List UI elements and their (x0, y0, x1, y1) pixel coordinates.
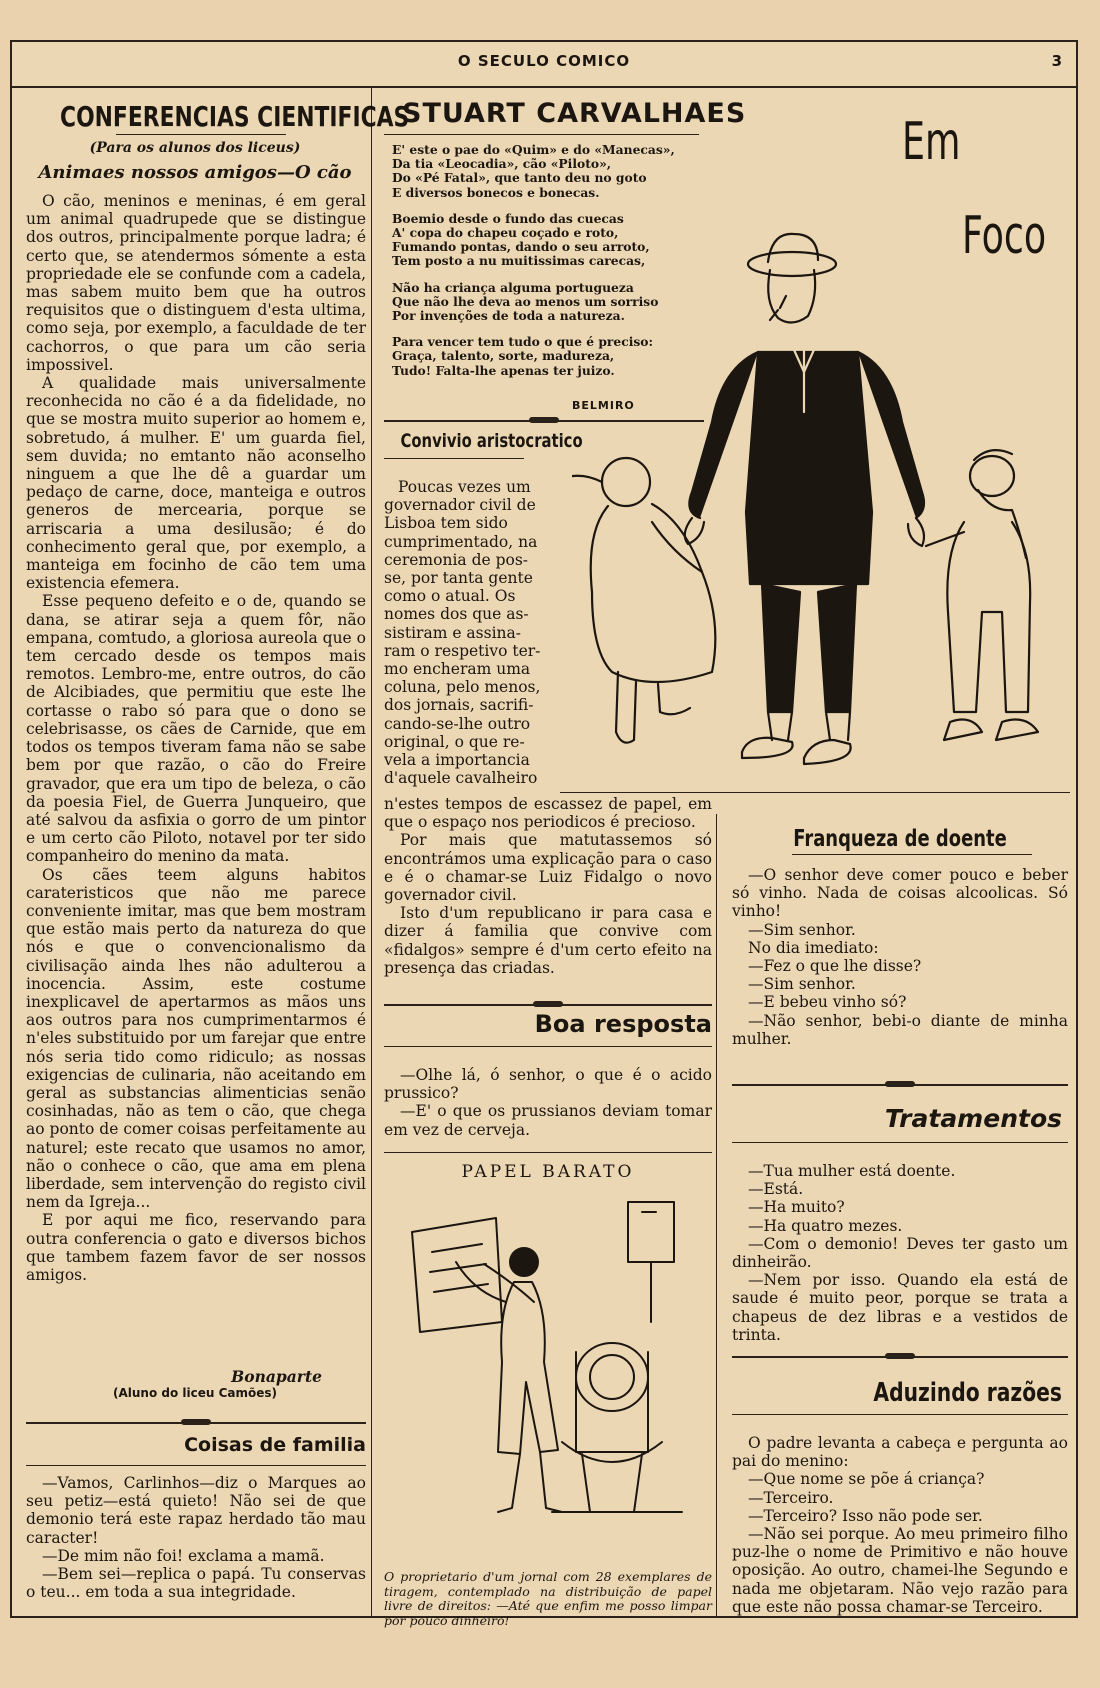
tratamentos-paragraph: —Com o demonio! Deves ter gasto um dinheirão. (732, 1234, 1068, 1272)
convivio-line: se, por tanta gente (384, 569, 533, 588)
convivio-line: Lisboa tem sido (384, 514, 508, 533)
stuart-title: STUART CARVALHAES (402, 98, 747, 129)
caricature-illustration (572, 192, 1080, 810)
franqueza-paragraph: —Não senhor, bebi-o diante de minha mulher. (732, 1011, 1068, 1048)
boa-resposta-body (384, 1066, 712, 1139)
tratamentos-paragraph: —Ha quatro mezes. (748, 1216, 903, 1235)
convivio-line: dos jornais, sacrifi- (384, 696, 534, 715)
conferencias-title-wrap (22, 100, 410, 133)
franqueza-paragraph: —O senhor deve comer pouco e beber só vinho. Nada de coisas alcoolicas. Só vinho! (732, 866, 1068, 921)
column-rule-1 (371, 86, 372, 1618)
poem-line: Fumando pontas, dando o seu arroto, (392, 239, 650, 255)
poem-line: Tem posto a nu muitissimas carecas, (392, 253, 646, 269)
header-rule (12, 86, 1076, 88)
coisas-rule (26, 1465, 366, 1466)
em-foco-word-2: Foco (962, 206, 1047, 266)
aduzindo-paragraph: —Terceiro. (748, 1488, 834, 1507)
ornament-rule (732, 1082, 1068, 1088)
aduzindo-rule (732, 1414, 1068, 1415)
conferencias-signature: Bonaparte (231, 1367, 322, 1386)
coisas-paragraph: —Vamos, Carlinhos—diz o Marques ao seu petiz—está quieto! Não sei de que demonio terá este rapaz herdado tão mau caracter! (26, 1474, 366, 1547)
convivio-line: sistiram e assina- (384, 623, 521, 642)
aduzindo-paragraph: —Não sei porque. Ao meu primeiro filho puz-lhe o nome de Primitivo e não houve oposição. Ao outro, chamei-lhe Segundo e nada me objetaram. Não vejo razão para que este não possa chamar-se Terceiro. (732, 1525, 1068, 1616)
conferencias-title: CONFERENCIAS CIENTIFICAS (60, 100, 410, 133)
franqueza-paragraph: —Sim senhor. (748, 975, 856, 994)
convivio-line: ceremonia de pos- (384, 550, 529, 569)
ornament-rule (732, 1354, 1068, 1360)
convivio-line: vela a importancia (384, 751, 530, 770)
convivio-line: coluna, pelo menos, (384, 678, 541, 697)
conferencias-subtitle: (Para os alunos dos liceus) (89, 140, 301, 156)
aduzindo-title: Aduzindo razões (873, 1378, 1062, 1408)
newspaper-page (10, 40, 1078, 1628)
coisas-body (26, 1474, 366, 1601)
poem-line: Tudo! Falta-lhe apenas ter juizo. (392, 362, 615, 378)
conferencias-heading: Animaes nossos amigos—O cão (38, 162, 352, 183)
poem-line: E' este o pae do «Quim» e do «Manecas», (392, 142, 675, 157)
tratamentos-paragraph: —Está. (748, 1180, 804, 1199)
convivio-line: mo encheram uma (384, 660, 531, 679)
convivio-line: ram o respetivo ter- (384, 641, 541, 660)
poem-line: Graça, talento, sorte, madureza, (392, 348, 615, 364)
franqueza-body (732, 866, 1068, 1048)
tratamentos-body (732, 1162, 1068, 1344)
em-foco-word-1: Em (902, 112, 961, 172)
convivio-line: d'aquele cavalheiro (384, 769, 538, 788)
conferencias-rule (116, 134, 286, 135)
page-number: 3 (1051, 52, 1062, 70)
tratamentos-title: Tratamentos (884, 1104, 1062, 1133)
poem-line: Do «Pé Fatal», que tanto deu no goto (392, 170, 647, 186)
convivio-paragraph: Por mais que matutassemos só encontrámos uma explicação para o caso e é o chamar-se Luiz Fidalgo o novo governador civil. (384, 831, 712, 905)
poem-line: Da tia «Leocadia», cão «Piloto», (392, 156, 612, 172)
papel-barato-caption-quote: —Até que enfim me posso limpar por pouco dinheiro! (384, 1598, 712, 1628)
boa-resposta-title: Boa resposta (534, 1010, 712, 1038)
franqueza-paragraph: No dia imediato: (748, 938, 879, 957)
convivio-paragraph: Isto d'um republicano ir para casa e dizer á familia que convive com «fidalgos» sempre é d'um certo efeito na presença das criadas. (384, 904, 712, 977)
poem-line: Que não lhe deva ao menos um sorriso (392, 293, 659, 309)
franqueza-paragraph: —Fez o que lhe disse? (748, 957, 922, 976)
aduzindo-paragraph: —Terceiro? Isso não pode ser. (748, 1506, 983, 1525)
conferencias-paragraph: O cão, meninos e meninas, é em geral um animal quadrupede que se distingue dos outros, principalmente porque ladra; é certo que, se atendermos sómente a esta propriedade ele se confunde com a cadela, mas sabem muito bem que ha outros requisitos que o distinguem d'esta ultima, como seja, por exemplo, a faculdade de ter cachorros, o que para um cão seria impossivel. (26, 192, 366, 374)
ornament-rule (384, 1002, 712, 1008)
conferencias-paragraph: A qualidade mais universalmente reconhecida no cão é a da fidelidade, no que se mostra muito superior ao homem e, sobretudo, á mulher. E' um guarda fiel, sem duvida; no emtanto não aconselho ninguem a que lhe dê a guardar um pedaço de carne, doce, manteiga e outros generos de mercearia, porque se arriscaria a uma desilusão; é do conhecimento geral que, por exemplo, a manteiga em focinho de cão tem uma existencia efemera. (26, 374, 366, 593)
coisas-paragraph: —De mim não foi! exclama a mamã. (42, 1546, 325, 1565)
convivio-line: cumprimentado, na (384, 532, 538, 551)
coisas-paragraph: —Bem sei—replica o papá. Tu conservas o teu... em toda a sua integridade. (26, 1565, 366, 1602)
convivio-rule (384, 458, 524, 459)
conferencias-body (26, 192, 366, 1284)
conferencias-paragraph: Esse pequeno defeito e o de, quando se dana, se atirar seja a quem fôr, não empana, comtudo, a gloriosa aureola que o tem cercado desde os tempos mais remotos. Lembro-me, entre outros, do cão de Alcibiades, que permitiu que este lhe cortasse o rabo só para que o dono se celebrisasse, os cães de Carnide, que em todos os tempos tiveram fama não se sabe bem por que razão, o cão do Freire gravador, que era um tipo de beleza, o cão da poesia Fiel, de Guerra Junqueiro, que até salvou da asfixia o gorro de um pintor e um certo cão Piloto, notavel por ter sido companheiro do menino da mata. (26, 592, 366, 866)
aduzindo-body (732, 1434, 1068, 1616)
column-rule-2 (716, 814, 717, 1618)
convivio-line: nomes dos que as- (384, 605, 529, 624)
convivio-line: governador civil de (384, 496, 536, 515)
running-head: O SECULO COMICO (457, 52, 631, 70)
conferencias-paragraph: Os cães teem alguns habitos carateristicos que não me parece conveniente imitar, mas que bem mostram que estão mais perto da natureza do que nós e que o convencionalismo da civilisação ainda lhes não adulterou a inocencia. Assim, este costume inexplicavel de apertarmos as mãos uns aos outros para nos cumprimentarmos é n'eles substituido por um farejar que entre nós seria tido como ridiculo; as nossas exigencias de culinaria, não aceitando em geral as substancias alimenticias senão cosinhadas, não as tem o cão, que chega ao ponto de comer coisas perfeitamente au naturel; este recato que usamos no amor, não o conhece o cão, que ama em plena liberdade, sem intervenção do registo civil nem da Igreja... (26, 865, 366, 1212)
papel-barato-title: PAPEL BARATO (461, 1162, 635, 1182)
franqueza-rule (792, 854, 1032, 855)
convivio-title-wrap (384, 430, 583, 452)
papel-barato-caption (384, 1570, 712, 1628)
franqueza-paragraph: —E bebeu vinho só? (748, 993, 907, 1012)
stuart-rule (384, 134, 699, 135)
convivio-paragraph: n'estes tempos de escassez de papel, em que o espaço nos periodicos é precioso. (384, 795, 712, 832)
aduzindo-paragraph: O padre levanta a cabeça e pergunta ao pai do menino: (732, 1434, 1068, 1471)
illustration-bottom-rule (560, 792, 1070, 793)
papel-barato-illustration (402, 1192, 702, 1537)
coisas-title: Coisas de familia (184, 1434, 366, 1456)
conferencias-signature-note: (Aluno do liceu Camões) (112, 1386, 278, 1400)
poem-line: Por invenções de toda a natureza. (392, 308, 625, 324)
poem-line: A' copa do chapeu coçado e roto, (392, 225, 619, 241)
franqueza-title: Franqueza de doente (793, 826, 1007, 852)
stuart-author: BELMIRO (572, 399, 635, 412)
poem-line: E diversos bonecos e bonecas. (392, 184, 600, 200)
tratamentos-paragraph: —Ha muito? (748, 1198, 845, 1217)
franqueza-title-wrap (732, 826, 1068, 852)
section-rule (384, 1152, 712, 1153)
convivio-line: como o atual. Os (384, 587, 516, 606)
ornament-rule (26, 1420, 366, 1426)
convivio-title: Convivio aristocratico (400, 430, 583, 452)
papel-barato-caption-text: O proprietario d'um jornal com 28 exemplares de tiragem, contemplado na distribuição de papel livre de direitos: (384, 1569, 712, 1613)
poem-line: Boemio desde o fundo das cuecas (392, 210, 624, 226)
aduzindo-paragraph: —Que nome se põe á criança? (748, 1470, 985, 1489)
tratamentos-paragraph: —Nem por isso. Quando ela está de saude é muito peor, porque se trata a chapeus de dez libras e a vestidos de trinta. (732, 1271, 1068, 1344)
boa-resposta-paragraph: —E' o que os prussianos deviam tomar em vez de cerveja. (384, 1102, 712, 1139)
convivio-line: cando-se-lhe outro (384, 714, 531, 733)
conferencias-paragraph: E por aqui me fico, reservando para outra conferencia o gato e diversos bichos que tambem fazem favor de ser nossos amigos. (26, 1211, 366, 1284)
boa-resposta-paragraph: —Olhe lá, ó senhor, o que é o acido prussico? (384, 1066, 712, 1103)
poem-line: Não ha criança alguma portugueza (392, 279, 634, 295)
aduzindo-title-wrap (732, 1378, 1062, 1408)
convivio-narrow-text (384, 478, 554, 787)
convivio-line: original, o que re- (384, 732, 525, 751)
tratamentos-rule (732, 1142, 1068, 1143)
convivio-line: Poucas vezes um (398, 478, 531, 496)
franqueza-paragraph: —Sim senhor. (748, 920, 856, 939)
poem-line: Para vencer tem tudo o que é preciso: (392, 334, 654, 350)
tratamentos-paragraph: —Tua mulher está doente. (748, 1162, 956, 1180)
boa-resposta-rule (384, 1046, 712, 1047)
convivio-wide-text (384, 795, 712, 977)
